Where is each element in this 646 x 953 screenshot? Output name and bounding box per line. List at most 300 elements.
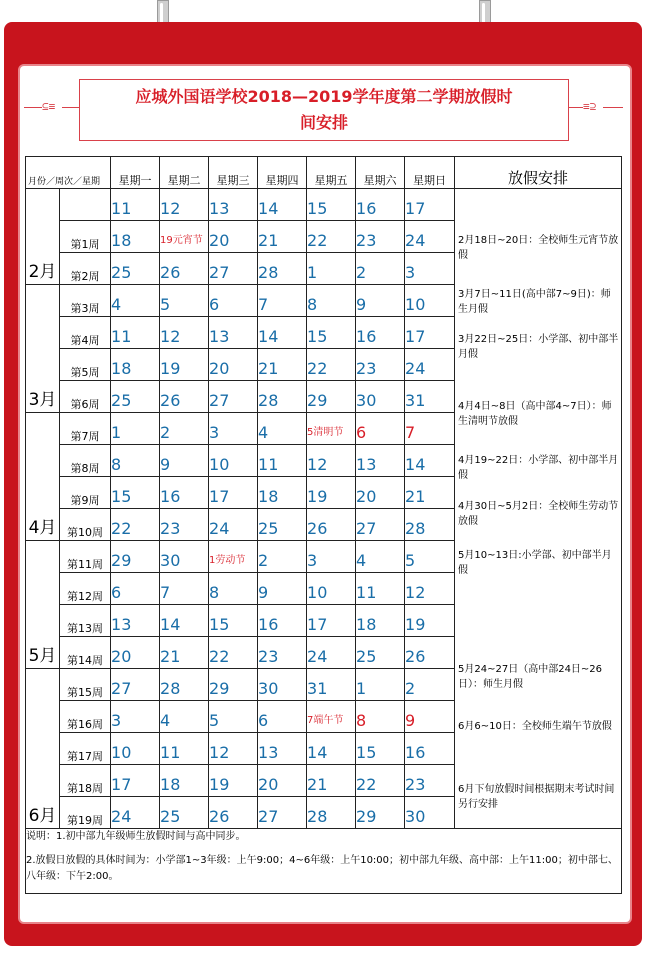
day-number: 15 — [209, 615, 230, 634]
day-number: 30 — [405, 807, 426, 826]
day-cell — [209, 797, 258, 829]
day-number: 30 — [356, 391, 377, 410]
week-label: 第3周 — [60, 285, 111, 317]
week-label: 第10周 — [60, 509, 111, 541]
day-cell — [209, 605, 258, 637]
day-number: 15 — [356, 743, 377, 762]
day-cell — [356, 317, 405, 349]
day-cell — [356, 733, 405, 765]
day-number: 8 — [307, 295, 318, 314]
day-cell — [111, 317, 160, 349]
schedule-cell — [455, 189, 622, 829]
day-number: 12 — [160, 199, 181, 218]
note-line-1: 说明：1.初中部九年级师生放假时间与高中同步。 — [26, 831, 246, 842]
day-number: 23 — [356, 231, 377, 250]
header-day: 星期一 — [111, 157, 160, 189]
day-number: 28 — [160, 679, 181, 698]
day-number: 14 — [160, 615, 181, 634]
day-cell — [209, 637, 258, 669]
day-number: 4 — [111, 295, 122, 314]
day-cell — [356, 221, 405, 253]
title-line-1: 应城外国语学校2018—2019学年度第二学期放假时 — [135, 87, 513, 106]
day-number: 26 — [160, 263, 181, 282]
day-number: 31 — [307, 679, 328, 698]
week-label: 第18周 — [60, 765, 111, 797]
week-label: 第14周 — [60, 637, 111, 669]
day-number: 10 — [307, 583, 328, 602]
week-label: 第4周 — [60, 317, 111, 349]
day-cell — [209, 189, 258, 221]
day-number: 27 — [356, 519, 377, 538]
day-cell — [307, 669, 356, 701]
day-cell — [258, 445, 307, 477]
month-label: 2月 — [26, 189, 60, 285]
day-cell — [160, 733, 209, 765]
day-number: 16 — [160, 487, 181, 506]
holiday-calendar-table — [25, 156, 622, 894]
month-label: 4月 — [26, 413, 60, 541]
day-cell — [356, 669, 405, 701]
day-number: 25 — [356, 647, 377, 666]
day-number: 29 — [307, 391, 328, 410]
day-cell — [405, 221, 455, 253]
day-number: 29 — [356, 807, 377, 826]
page-title — [80, 84, 568, 136]
day-cell — [209, 285, 258, 317]
day-number: 10 — [209, 455, 230, 474]
day-number: 8 — [111, 455, 122, 474]
day-cell — [356, 189, 405, 221]
week-label: 第6周 — [60, 381, 111, 413]
day-number: 25 — [160, 807, 181, 826]
day-cell — [160, 445, 209, 477]
day-number: 28 — [258, 263, 279, 282]
day-number: 13 — [258, 743, 279, 762]
day-cell — [160, 509, 209, 541]
day-cell — [160, 797, 209, 829]
day-cell — [356, 797, 405, 829]
day-number: 25 — [111, 391, 132, 410]
schedule-item: 5月10~13日:小学部、初中部半月假 — [458, 549, 612, 576]
day-number: 16 — [258, 615, 279, 634]
day-cell — [160, 605, 209, 637]
day-number: 6 — [209, 295, 220, 314]
day-number: 21 — [307, 775, 328, 794]
month-label: 6月 — [26, 669, 60, 829]
day-number: 21 — [160, 647, 181, 666]
schedule-item: 6月下旬放假时间根据期末考试时间另行安排 — [458, 784, 615, 811]
day-cell — [209, 733, 258, 765]
day-cell — [356, 573, 405, 605]
day-number: 13 — [111, 615, 132, 634]
day-cell — [209, 221, 258, 253]
day-number: 21 — [258, 359, 279, 378]
day-cell — [160, 477, 209, 509]
day-number: 25 — [111, 263, 132, 282]
day-cell — [258, 381, 307, 413]
day-cell — [111, 189, 160, 221]
schedule-item: 4月30日~5月2日：全校师生劳动节放假 — [458, 500, 619, 527]
day-cell — [258, 669, 307, 701]
day-number: 21 — [258, 231, 279, 250]
festival-label: 1劳动节 — [209, 555, 246, 566]
day-cell — [307, 573, 356, 605]
day-number: 11 — [356, 583, 377, 602]
day-cell — [307, 765, 356, 797]
day-cell — [209, 669, 258, 701]
day-number: 17 — [307, 615, 328, 634]
festival-day-cell — [307, 701, 356, 733]
day-number: 6 — [258, 711, 269, 730]
title-box — [79, 79, 569, 141]
day-cell — [258, 701, 307, 733]
day-number: 12 — [307, 455, 328, 474]
day-number: 11 — [258, 455, 279, 474]
day-number: 29 — [111, 551, 132, 570]
week-label: 第16周 — [60, 701, 111, 733]
day-number: 29 — [209, 679, 230, 698]
day-cell — [356, 445, 405, 477]
day-cell — [307, 189, 356, 221]
day-cell — [307, 285, 356, 317]
day-cell — [209, 765, 258, 797]
day-number: 8 — [356, 711, 367, 730]
day-cell — [307, 221, 356, 253]
day-number: 7 — [160, 583, 171, 602]
week-label: 第11周 — [60, 541, 111, 573]
day-number: 20 — [356, 487, 377, 506]
day-number: 15 — [111, 487, 132, 506]
day-number: 14 — [258, 199, 279, 218]
right-ornament: ≡⊇ — [567, 101, 623, 115]
day-number: 17 — [111, 775, 132, 794]
day-cell — [111, 477, 160, 509]
day-cell — [356, 253, 405, 285]
day-number: 2 — [356, 263, 367, 282]
day-cell — [258, 637, 307, 669]
day-cell — [307, 445, 356, 477]
week-label: 第19周 — [60, 797, 111, 829]
day-number: 2 — [160, 423, 171, 442]
day-cell — [356, 541, 405, 573]
day-number: 2 — [405, 679, 416, 698]
day-cell — [111, 445, 160, 477]
day-cell — [258, 733, 307, 765]
day-number: 26 — [160, 391, 181, 410]
day-number: 27 — [258, 807, 279, 826]
month-label: 3月 — [26, 285, 60, 413]
day-number: 2 — [258, 551, 269, 570]
week-label: 第15周 — [60, 669, 111, 701]
day-number: 27 — [209, 391, 230, 410]
day-number: 28 — [307, 807, 328, 826]
day-number: 9 — [258, 583, 269, 602]
day-number: 15 — [307, 199, 328, 218]
day-number: 28 — [405, 519, 426, 538]
day-cell — [258, 573, 307, 605]
week-label: 第1周 — [60, 221, 111, 253]
week-label: 第12周 — [60, 573, 111, 605]
day-cell — [111, 541, 160, 573]
day-number: 31 — [405, 391, 426, 410]
day-cell — [209, 381, 258, 413]
day-cell — [258, 189, 307, 221]
day-number: 22 — [307, 231, 328, 250]
month-label: 5月 — [26, 541, 60, 669]
day-cell — [160, 317, 209, 349]
day-number: 7 — [258, 295, 269, 314]
day-number: 13 — [209, 199, 230, 218]
day-cell — [405, 317, 455, 349]
day-number: 30 — [160, 551, 181, 570]
day-number: 1 — [111, 423, 122, 442]
corner-header: 月份／周次／星期 — [26, 157, 111, 189]
day-cell — [307, 637, 356, 669]
day-number: 23 — [405, 775, 426, 794]
schedule-header: 放假安排 — [455, 157, 622, 189]
day-number: 22 — [209, 647, 230, 666]
schedule-item: 2月18日~20日：全校师生元宵节放假 — [458, 235, 619, 261]
day-number: 3 — [405, 263, 416, 282]
day-number: 17 — [209, 487, 230, 506]
day-cell — [111, 349, 160, 381]
day-number: 17 — [405, 199, 426, 218]
day-number: 5 — [209, 711, 220, 730]
day-cell — [356, 477, 405, 509]
day-number: 11 — [111, 327, 132, 346]
day-cell — [160, 669, 209, 701]
day-cell — [160, 285, 209, 317]
day-cell — [258, 605, 307, 637]
day-number: 15 — [307, 327, 328, 346]
day-number: 4 — [258, 423, 269, 442]
left-ornament: ⊆≡ — [24, 101, 80, 115]
day-cell — [405, 637, 455, 669]
schedule-item: 5月24~27日（高中部24日~26日）：师生月假 — [458, 663, 603, 690]
day-number: 20 — [209, 231, 230, 250]
day-cell — [209, 477, 258, 509]
day-cell — [209, 573, 258, 605]
day-cell — [307, 381, 356, 413]
day-cell — [258, 317, 307, 349]
day-number: 19 — [160, 359, 181, 378]
day-number: 19 — [209, 775, 230, 794]
day-cell — [209, 413, 258, 445]
day-cell — [307, 733, 356, 765]
day-cell — [111, 221, 160, 253]
note-line-2: 2.放假日放假的具体时间为：小学部1~3年级：上午9:00；4~6年级：上午10:00；初中部九年级、高中部：上午11:00；初中部七、八年级：下午2:00。 — [26, 855, 618, 882]
day-number: 16 — [356, 327, 377, 346]
day-number: 20 — [111, 647, 132, 666]
day-cell — [209, 509, 258, 541]
day-cell — [356, 381, 405, 413]
day-number: 23 — [258, 647, 279, 666]
day-number: 23 — [160, 519, 181, 538]
festival-day-cell — [160, 221, 209, 253]
day-number: 24 — [405, 359, 426, 378]
day-cell — [307, 797, 356, 829]
day-cell — [111, 509, 160, 541]
week-label: 第8周 — [60, 445, 111, 477]
day-cell — [160, 701, 209, 733]
schedule-item: 4月19~22日：小学部、初中部半月假 — [458, 455, 619, 482]
day-number: 24 — [307, 647, 328, 666]
day-number: 18 — [111, 231, 132, 250]
schedule-item: 3月22日~25日：小学部、初中部半月假 — [458, 334, 619, 361]
day-number: 1 — [307, 263, 318, 282]
notes-cell — [26, 829, 622, 894]
week-label: 第5周 — [60, 349, 111, 381]
day-number: 3 — [209, 423, 220, 442]
festival-day-cell — [307, 413, 356, 445]
day-number: 27 — [209, 263, 230, 282]
day-cell — [209, 349, 258, 381]
day-cell — [405, 765, 455, 797]
day-number: 13 — [209, 327, 230, 346]
day-number: 22 — [307, 359, 328, 378]
day-number: 8 — [209, 583, 220, 602]
day-cell — [405, 285, 455, 317]
day-cell — [405, 349, 455, 381]
day-number: 6 — [356, 423, 367, 442]
day-number: 10 — [111, 743, 132, 762]
header-day: 星期二 — [160, 157, 209, 189]
day-number: 16 — [405, 743, 426, 762]
festival-day-cell — [209, 541, 258, 573]
day-number: 19 — [307, 487, 328, 506]
day-cell — [405, 573, 455, 605]
day-cell — [405, 381, 455, 413]
schedule-item: 4月4日~8日（高中部4~7日）：师生清明节放假 — [458, 401, 612, 428]
day-cell — [307, 253, 356, 285]
title-line-2: 间安排 — [299, 113, 348, 132]
schedule-item: 3月7日~11日(高中部7~9日)：师生月假 — [458, 288, 611, 315]
day-cell — [111, 765, 160, 797]
day-cell — [307, 477, 356, 509]
day-number: 9 — [356, 295, 367, 314]
day-cell — [160, 381, 209, 413]
day-cell — [111, 733, 160, 765]
day-cell — [160, 573, 209, 605]
day-cell — [111, 573, 160, 605]
day-cell — [405, 509, 455, 541]
day-cell — [160, 765, 209, 797]
day-number: 27 — [111, 679, 132, 698]
day-number: 14 — [307, 743, 328, 762]
day-cell — [209, 253, 258, 285]
day-cell — [405, 445, 455, 477]
day-cell — [258, 221, 307, 253]
day-number: 22 — [356, 775, 377, 794]
day-cell — [405, 253, 455, 285]
festival-label: 19元宵节 — [160, 235, 203, 246]
day-number: 14 — [258, 327, 279, 346]
day-cell — [209, 317, 258, 349]
day-cell — [405, 477, 455, 509]
day-number: 13 — [356, 455, 377, 474]
day-cell — [258, 349, 307, 381]
day-cell — [356, 605, 405, 637]
day-number: 16 — [356, 199, 377, 218]
day-cell — [111, 381, 160, 413]
day-number: 14 — [405, 455, 426, 474]
day-cell — [111, 701, 160, 733]
day-cell — [405, 413, 455, 445]
day-cell — [307, 509, 356, 541]
day-number: 5 — [405, 551, 416, 570]
header-day: 星期六 — [356, 157, 405, 189]
header-row — [26, 157, 622, 189]
week-label — [60, 189, 111, 221]
day-cell — [258, 509, 307, 541]
day-cell — [405, 797, 455, 829]
day-number: 3 — [307, 551, 318, 570]
day-cell — [160, 541, 209, 573]
day-cell — [258, 285, 307, 317]
day-number: 4 — [160, 711, 171, 730]
day-cell — [160, 253, 209, 285]
day-number: 1 — [356, 679, 367, 698]
week-label: 第7周 — [60, 413, 111, 445]
day-number: 11 — [160, 743, 181, 762]
day-number: 21 — [405, 487, 426, 506]
day-number: 20 — [258, 775, 279, 794]
day-number: 26 — [405, 647, 426, 666]
day-cell — [356, 509, 405, 541]
day-cell — [111, 285, 160, 317]
header-day: 星期三 — [209, 157, 258, 189]
day-cell — [356, 349, 405, 381]
day-cell — [111, 605, 160, 637]
day-cell — [405, 189, 455, 221]
day-number: 30 — [258, 679, 279, 698]
week-label: 第17周 — [60, 733, 111, 765]
day-cell — [405, 541, 455, 573]
header-day: 星期五 — [307, 157, 356, 189]
day-cell — [160, 637, 209, 669]
festival-label: 5清明节 — [307, 427, 344, 438]
day-cell — [307, 605, 356, 637]
week-label: 第9周 — [60, 477, 111, 509]
day-number: 26 — [209, 807, 230, 826]
day-number: 11 — [111, 199, 132, 218]
day-cell — [258, 765, 307, 797]
week-row — [26, 189, 622, 221]
week-label: 第13周 — [60, 605, 111, 637]
schedule-item: 6月6~10日：全校师生端午节放假 — [458, 720, 612, 732]
day-number: 20 — [209, 359, 230, 378]
day-number: 5 — [160, 295, 171, 314]
day-number: 17 — [405, 327, 426, 346]
day-cell — [405, 733, 455, 765]
day-cell — [160, 349, 209, 381]
day-number: 23 — [356, 359, 377, 378]
day-number: 6 — [111, 583, 122, 602]
day-number: 28 — [258, 391, 279, 410]
day-number: 24 — [405, 231, 426, 250]
header-day: 星期四 — [258, 157, 307, 189]
day-number: 10 — [405, 295, 426, 314]
day-number: 18 — [160, 775, 181, 794]
day-number: 12 — [160, 327, 181, 346]
day-cell — [405, 605, 455, 637]
day-cell — [258, 413, 307, 445]
day-cell — [356, 285, 405, 317]
header-day: 星期日 — [405, 157, 455, 189]
day-cell — [356, 413, 405, 445]
day-number: 18 — [356, 615, 377, 634]
week-label: 第2周 — [60, 253, 111, 285]
